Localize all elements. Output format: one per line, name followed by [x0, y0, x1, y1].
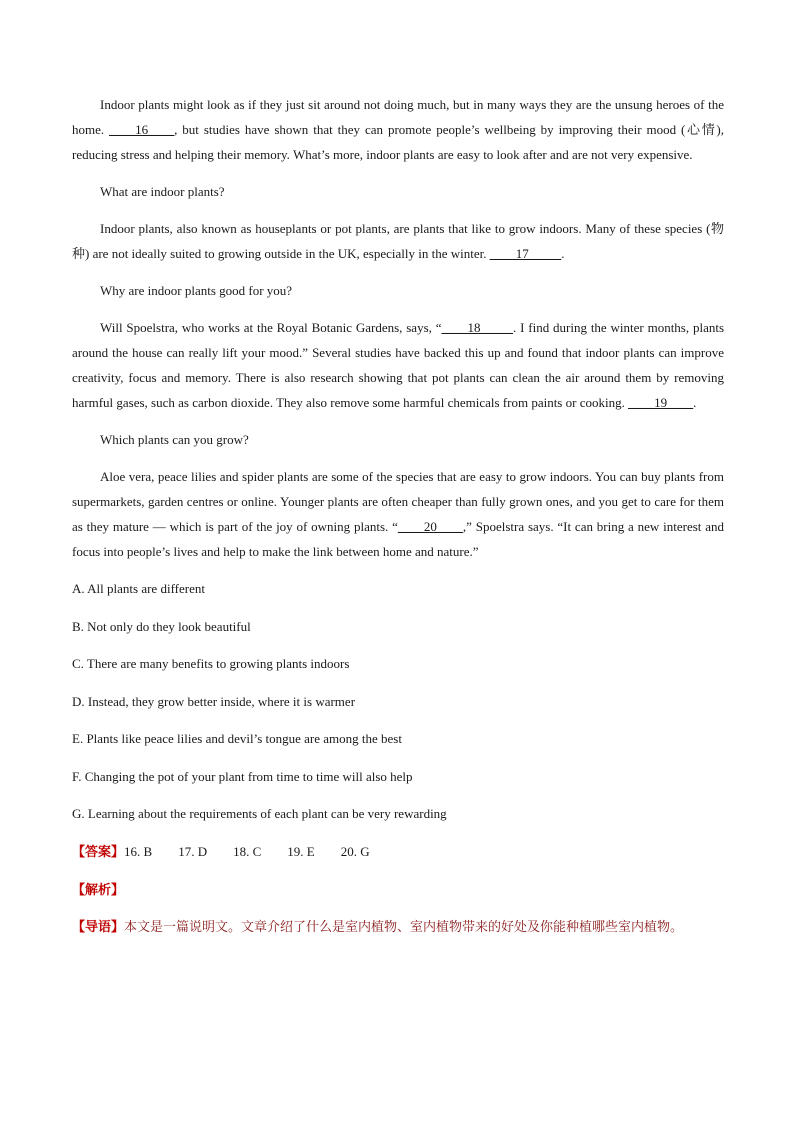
option-list: [72, 576, 724, 826]
paragraph-text: Indoor plants, also known as houseplants or pot plants, are plants that like to grow indoors. Many of these species (物种) are not ideally suited to growing outside in the UK, especially in the winter.: [72, 221, 724, 261]
paragraph-text: Indoor plants might look as if they just sit around not doing much, but in many ways they are the unsung heroes of the home.: [72, 97, 724, 137]
answer-item: 18. C: [233, 843, 262, 859]
paragraph-what: [72, 216, 724, 266]
answer-line: [72, 839, 724, 865]
answer-tag: 【答案】: [72, 844, 125, 860]
paragraph-text: Aloe vera, peace lilies and spider plants are some of the species that are easy to grow indoors. You can buy plants from supermarkets, garden centres or online. Younger plants are often cheaper than fully grown ones, and you get to care for them as they mature — which is part of the joy of owning plants. “: [72, 469, 724, 534]
intro-tag: 【导语】: [72, 919, 125, 935]
paragraph-text: Will Spoelstra, who works at the Royal Botanic Gardens, says, “: [100, 320, 442, 335]
paragraph-why: [72, 315, 724, 415]
answer-item: 20. G: [340, 843, 370, 859]
analysis-line: [72, 877, 724, 903]
option-c[interactable]: C. There are many benefits to growing plants indoors: [72, 656, 350, 671]
blank-19[interactable]: ____19____: [628, 395, 694, 410]
blank-16[interactable]: ____16____: [109, 122, 175, 137]
section-heading-which: Which plants can you grow?: [100, 432, 249, 447]
option-a[interactable]: A. All plants are different: [72, 581, 205, 596]
option-e[interactable]: E. Plants like peace lilies and devil’s tongue are among the best: [72, 731, 402, 746]
paragraph-intro: [72, 92, 724, 167]
paragraph-text: , but studies have shown that they can promote people’s wellbeing by improving their mood (心情), reducing stress and helping their memory. What’s more, indoor plants are easy to look after and are not very expensive.: [72, 122, 724, 162]
analysis-tag: 【解析】: [72, 882, 125, 898]
answer-item: 19. E: [287, 843, 315, 859]
answer-item: 17. D: [178, 843, 208, 859]
option-f[interactable]: F. Changing the pot of your plant from time to time will also help: [72, 768, 413, 784]
intro-text: 本文是一篇说明文。文章介绍了什么是室内植物、室内植物带来的好处及你能种植哪些室内植物。: [124, 919, 684, 935]
section-heading-what: What are indoor plants?: [100, 184, 225, 199]
section-heading-why: Why are indoor plants good for you?: [100, 283, 293, 298]
option-d[interactable]: D. Instead, they grow better inside, where it is warmer: [72, 693, 356, 709]
document-page: [72, 92, 724, 940]
paragraph-text: .: [561, 246, 565, 261]
paragraph-text: .: [693, 395, 697, 410]
option-g[interactable]: G. Learning about the requirements of each plant can be very rewarding: [72, 806, 447, 821]
answer-item: 16. B: [124, 843, 153, 859]
intro-line: [72, 915, 724, 940]
blank-17[interactable]: ____17_____: [489, 246, 562, 261]
paragraph-text: . I find during the winter months, plants around the house can really lift your mood.” Several studies have backed this up and found that indoor plants can improve creativity, focus and memory. There is also research showing that pot plants can clean the air around them by removing harmful gases, such as carbon dioxide. They also remove some harmful chemicals from paints or cooking.: [72, 320, 725, 410]
paragraph-which: [72, 464, 724, 564]
blank-20[interactable]: ____20____: [397, 519, 463, 534]
option-b[interactable]: B. Not only do they look beautiful: [72, 618, 251, 634]
paragraph-text: ,” Spoelstra says. “It can bring a new interest and focus into people’s lives and help to make the link between home and nature.”: [72, 519, 724, 559]
blank-18[interactable]: ____18_____: [441, 320, 513, 335]
